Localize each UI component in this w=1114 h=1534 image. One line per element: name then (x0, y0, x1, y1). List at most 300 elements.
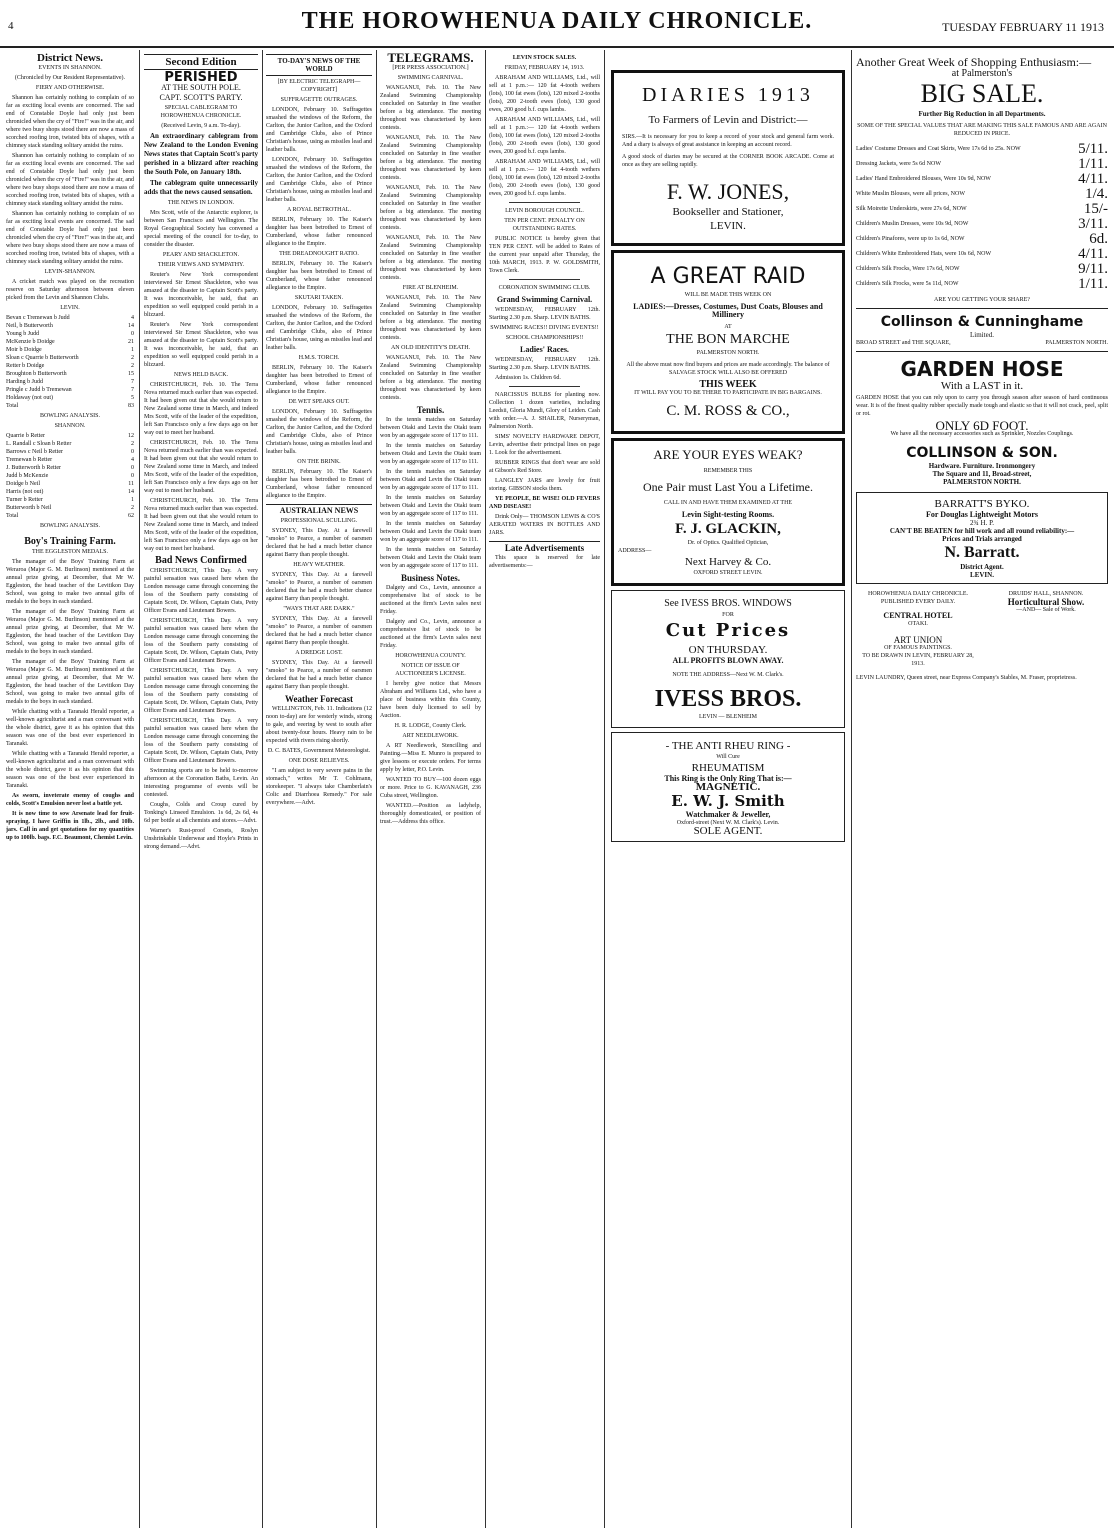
ad-text: LEVIN — BLENHEIM (699, 714, 757, 720)
score-row (6, 346, 134, 354)
runs-scored: 14 (128, 489, 134, 495)
advertisement: WANTED TO BUY—100 dozen eggs or more. Price to G. KAVANAGH, 236 Cuba street, Wellington. (380, 777, 481, 799)
subheading: (Chronicled by Our Resident Representative). (14, 75, 126, 81)
sale-item-price: 4/11. (1078, 246, 1108, 262)
column-rule (485, 50, 486, 1528)
sale-item-price: 1/4. (1085, 186, 1108, 202)
optician-advertisement (611, 438, 845, 586)
sale-item-price: 9/11. (1078, 261, 1108, 277)
ad-text: FOR (722, 612, 734, 618)
page-number: 4 (8, 20, 14, 32)
issue-date: TUESDAY FEBRUARY 11 1913 (942, 20, 1104, 34)
sale-item-label: Children's Pinafores, were up to 1s 6d, NOW (856, 236, 965, 242)
ad-headline: Horticultural Show. (1007, 597, 1085, 607)
sale-item (856, 262, 1108, 277)
ad-headline: GARDEN HOSE (900, 357, 1064, 381)
runs-scored: 1 (131, 497, 134, 503)
column-telegrams (380, 50, 481, 1528)
runs-scored: 0 (131, 465, 134, 471)
divider (509, 279, 580, 280)
ad-text: ONLY 6D FOOT. (935, 418, 1029, 433)
ad-text: Prices and Trials arranged (942, 535, 1022, 543)
ad-headline: COLLINSON & SON. (906, 445, 1058, 461)
score-row (6, 456, 134, 464)
sale-item (856, 232, 1108, 247)
article-paragraph: SYDNEY, This Day. At a farewell "smoko" to Pearce, a number of oarsmen declared that he had a much better chance against Barry than people thought. (266, 572, 372, 602)
notice-heading: Ladies' Races. (520, 345, 569, 354)
article-paragraph: I hereby give notice that Messrs Abraham and Williams Ltd., who have a place of business within this County, have been duly licensed to sell by Auction. (380, 681, 481, 719)
advertisement: Warner's Rust-proof Corsets, Roslyn Unshrinkable Underwear and Hoyle's Prints in strong demand.—Advt. (144, 828, 258, 850)
subheading: ART NEEDLEWORK. (402, 733, 459, 739)
newspaper-title: THE HOROWHENUA DAILY CHRONICLE. (301, 8, 813, 34)
ad-headline: F. W. JONES, (666, 179, 790, 204)
ad-text: IT WILL PAY YOU TO BE THERE TO PARTICIPATE IN BIG BARGAINS. (634, 390, 822, 396)
ad-text: PUBLISHED EVERY DAILY. (880, 599, 956, 605)
subheading: AT THE SOUTH POLE. (161, 83, 241, 92)
ad-text: Dr. of Optics. Qualified Optician, (687, 540, 769, 546)
batsman-name: Butterworth b Neil (6, 505, 52, 511)
ad-text: ARE YOU GETTING YOUR SHARE? (934, 297, 1030, 303)
ad-text: PALMERSTON NORTH. (696, 350, 760, 356)
article-paragraph: In the tennis matches on Saturday between Otaki and Levin the Otaki team won by an aggregate score of 117 to 111. (380, 469, 481, 491)
batsman-name: Total (6, 403, 19, 409)
runs-scored: 2 (131, 441, 134, 447)
batsman-name: Holdaway (not out) (6, 395, 53, 401)
subheading: ON THE BRINK. (297, 459, 341, 465)
article-paragraph: LONDON, February 10. Suffragettes smashed the windows of the Reform, the Carlton, the Junior Carlton, and the Oxford and Cambridge Clubs, also of Prince Christian's house, using as missiles lead and leather balls. (266, 305, 372, 351)
article-paragraph: In the tennis matches on Saturday between Otaki and Levin the Otaki team won by an aggregate score of 117 to 111. (380, 495, 481, 517)
ad-text: For Douglas Lightweight Motors (925, 510, 1039, 519)
ad-text: PALMERSTON NORTH. (943, 478, 1021, 486)
batsman-name: Total (6, 513, 19, 519)
ad-text: Limited. (970, 331, 994, 339)
batsman-name: Harris (not out) (6, 489, 44, 495)
article-paragraph: CHRISTCHURCH, This Day. A very painful sensation was caused here when the London message came through concerning the loss of the Southern party consisting of Captain Scott, Dr. Wilson, Captain Oats, Petty Officer Evans and Lieutenant Bowers. (144, 668, 258, 714)
ad-headline: A GREAT RAID (650, 264, 806, 289)
ad-text: Watchmaker & Jeweller, (685, 810, 771, 819)
score-row (6, 354, 134, 362)
bon-marche-advertisement (611, 250, 845, 434)
advertisement: LANGLEY JARS are lovely for fruit storing. GIBSON stocks them. (489, 478, 600, 492)
ad-headline: BARRATT'S BYKO. (934, 498, 1030, 510)
article-paragraph: WANGANUI, Feb. 10. The New Zealand Swimming Championship concluded on Saturday in fine weather before a big attendance. The meeting throughout was characterised by keen contests. (380, 355, 481, 401)
subheading: BOWLING ANALYSIS. (39, 523, 101, 529)
batsman-name: Quarrie b Retter (6, 433, 45, 439)
ad-text: This Ring is the Only Ring That is:— (664, 774, 792, 783)
sale-item-label: Silk Moirette Underskirts, were 27s 6d, NOW (856, 206, 967, 212)
article-paragraph: SYDNEY, This Day. At a farewell "smoko" to Pearce, a number of oarsmen declared that he had a much better chance against Barry than people thought. (266, 660, 372, 690)
subheading: THE EGGLESTON MEDALS. (31, 549, 109, 555)
advertisement: RUBBER RINGS that don't wear are sold at Gibson's Red Store. (489, 460, 600, 474)
score-row (6, 440, 134, 448)
article-paragraph: BERLIN, February 10. The Kaiser's daughter has been betrothed to Ernest of Cumberland, whose father renounced allegiance to the Empire. (266, 261, 372, 291)
batsman-name: Tremewan b Retter (6, 457, 53, 463)
column-rule (851, 50, 852, 1528)
ad-text: District Agent. (960, 563, 1004, 571)
article-paragraph: CHRISTCHURCH, Feb. 10. The Terra Nova returned much earlier than was expected. It had been given out that she would return to New Zealand some time in March, and indeed Mrs Scott, wife of the leader of the expedition, left San Francisco only a few days ago on her way out to meet her husband. (144, 498, 258, 552)
article-paragraph: Shannon has certainly nothing to complain of so far as exciting local events are concerned. The sad end of Constable Doyle had only just been chronicled when the cry of "Fire!" was in the air, and where two busy shops stood there are now a mass of scorched roofing iron, twisted bits of shapes, with a chimney stack standing solitary amidst the ruins. (6, 211, 134, 265)
runs-scored: 0 (131, 449, 134, 455)
sale-item-price: 3/11. (1078, 216, 1108, 232)
ad-text: ON THURSDAY. (688, 644, 768, 656)
subheading: [PER PRESS ASSOCIATION.] (392, 65, 469, 71)
ad-headline: ARE YOUR EYES WEAK? (653, 447, 803, 462)
notice: ABRAHAM AND WILLIAMS, Ltd., will sell at 1 p.m.:— 120 fat 4-tooth wethers (lots), 100 fat ewes (lots), 120 mixed 2-tooths (lots), 200 2-tooth ewes (lots), 130 good ewes, 200 good b.f. cups lambs. (489, 159, 600, 197)
ad-headline: Cut Prices (665, 620, 791, 641)
ad-text: SIRS.—It is necessary for you to keep a record of your stock and general farm work. And a diary is always of great assistance in keeping an account record. (622, 134, 834, 148)
sale-item (856, 217, 1108, 232)
notice: PUBLIC NOTICE is hereby given that TEN PER CENT. will be added to Rates of the current year unpaid after Thursday, the 10th MARCH, 1913. P. W. GOLDSMITH, Town Clerk. (489, 236, 600, 274)
article-paragraph: The cablegram quite unnecessarily adds that the news caused sensation. (144, 179, 258, 196)
runs-scored: 1 (131, 347, 134, 353)
ad-headline: ART UNION (893, 635, 943, 645)
article-paragraph: BERLIN, February 10. The Kaiser's daughter has been betrothed to Ernest of Cumberland, whose father renounced allegiance to the Empire. (266, 217, 372, 247)
cricket-score-table (6, 314, 134, 410)
article-paragraph: SYDNEY, This Day. At a farewell "smoko" to Pearce, a number of oarsmen declared that he had a much better chance against Barry than people thought. (266, 616, 372, 646)
byline: D. C. BATES, Government Meteorologist. (267, 748, 371, 754)
ad-text: Hardware. Furniture. Ironmongery (928, 462, 1036, 470)
column-rule (604, 50, 605, 1528)
column-rule (262, 50, 263, 1528)
ad-text: REMEMBER THIS (703, 468, 753, 474)
article-paragraph: A cricket match was played on the recreation reserve on Saturday afternoon between eleven picked from the Levin and Shannon Clubs. (6, 279, 134, 301)
ad-text: MAGNETIC. (695, 781, 761, 793)
score-row (6, 322, 134, 330)
subheading: (Received Levin, 9 a.m. To-day). (161, 123, 241, 129)
sale-item-label: White Muslin Blouses, were all prices, NOW (856, 191, 965, 197)
runs-scored: 83 (128, 403, 134, 409)
batsman-name: Young b Judd (6, 331, 40, 337)
sale-item-price: 15/- (1083, 201, 1108, 217)
subheading: SUFFRAGETTE OUTRAGES. (280, 97, 358, 103)
ad-text: OF FAMOUS PAINTINGS. (884, 645, 952, 651)
subheading: SHANNON. (54, 423, 86, 429)
ad-text: CALL IN AND HAVE THEM EXAMINED AT THE (663, 500, 793, 506)
ad-text: Levin Sight-testing Rooms. (681, 510, 775, 519)
runs-scored: 7 (131, 387, 134, 393)
sale-item (856, 172, 1108, 187)
score-row (6, 512, 134, 520)
notice: WEDNESDAY, FEBRUARY 12th. Starting 2.30 p.m. Sharp. LEVIN BATHS. (489, 357, 600, 371)
ad-headline: One Pair must Last You a Lifetime. (643, 480, 813, 494)
ad-headline: Collinson & Cunninghame (880, 314, 1084, 330)
sale-item (856, 142, 1108, 157)
diaries-advertisement (611, 70, 845, 246)
article-paragraph: WANGANUI, Feb. 10. The New Zealand Swimming Championship concluded on Saturday in fine weather before a big attendance. The meeting throughout was characterised by keen contests. (380, 235, 481, 281)
subheading: NEWS HELD BACK. (173, 372, 229, 378)
article-paragraph: LONDON, February 10. Suffragettes smashed the windows of the Reform, the Carlton, the Junior Carlton, and the Oxford and Cambridge Clubs, also of Prince Christian's house, using as missiles lead and leather balls. (266, 107, 372, 153)
score-row (6, 378, 134, 386)
divider (509, 386, 580, 387)
runs-scored: 14 (128, 323, 134, 329)
ad-headline: C. M. ROSS & CO., (666, 403, 790, 419)
advertisement: It is now time to sow Arsenate lead for fruit-spraying. I have Griffin in 1lb., 2lb., and 10lb. jars. Call in and get quotations for my quantities up to 100lb. bags. F.C. Beaumont, Chemist Levin. (6, 811, 134, 841)
subheading: THE DREADNOUGHT RATIO. (279, 251, 359, 257)
subheading: "WAYS THAT ARE DARK." (283, 606, 355, 612)
section-heading: District News. (37, 52, 103, 64)
article-paragraph: In the tennis matches on Saturday between Otaki and Levin the Otaki team won by an aggregate score of 117 to 111. (380, 521, 481, 543)
byline: H. R. LODGE, County Clerk. (394, 723, 467, 729)
subheading: SCHOOL CHAMPIONSHIPS!! (505, 335, 584, 341)
ad-text: GARDEN HOSE that you can rely upon to carry you through season after season of hard continuous wear. It is of the finest quality rubber specially made tough and elastic so that it will not crack, peel, split or rot. (856, 395, 1108, 417)
ad-text: SOLE AGENT. (693, 825, 763, 837)
sale-item (856, 277, 1108, 292)
section-heading: Tennis. (416, 405, 445, 415)
ad-text: OTAKI. (908, 621, 928, 627)
column-rule (376, 50, 377, 1528)
subheading: SKUTARI TAKEN. (294, 295, 344, 301)
subheading: SWIMMING RACES!! DIVING EVENTS!! (490, 325, 599, 331)
notice: ABRAHAM AND WILLIAMS, Ltd., will sell at 1 p.m.:— 120 fat 4-tooth wethers (lots), 100 fat ewes (lots), 120 mixed 2-tooths (lots), 200 2-tooth ewes (lots), 130 good ewes, 200 good b.f. cups lambs. (489, 117, 600, 155)
ad-text: AT (724, 324, 732, 330)
subheading: H.M.S. TORCH. (298, 355, 340, 361)
ad-text: Oxford-street (Next W. M. Clark's). Levin. (676, 820, 780, 826)
score-row (6, 488, 134, 496)
sale-item (856, 247, 1108, 262)
score-row (6, 504, 134, 512)
ad-headline: CENTRAL HOTEL (883, 611, 953, 620)
subheading: LEVIN-SHANNON. (44, 269, 96, 275)
subheading: HOROWHENUA COUNTY. (395, 653, 466, 659)
batsman-name: J. Butterworth b Retter (6, 465, 61, 471)
batsman-name: Harding b Judd (6, 379, 43, 385)
runs-scored: 11 (128, 481, 134, 487)
runs-scored: 0 (131, 331, 134, 337)
ad-headline: F. J. GLACKIN, (675, 521, 781, 537)
sale-item-price: 4/11. (1078, 171, 1108, 187)
ad-text: OXFORD STREET LEVIN. (693, 570, 763, 576)
subheading: BOWLING ANALYSIS. (39, 413, 101, 419)
section-heading: Boy's Training Farm. (24, 536, 116, 547)
ad-text: A good stock of diaries may be secured at the CORNER BOOK ARCADE. Come at once as they are selling rapidly. (622, 154, 834, 168)
article-paragraph: In the tennis matches on Saturday between Otaki and Levin the Otaki team won by an aggregate score of 117 to 111. (380, 417, 481, 439)
subheading: AN OLD IDENTITY'S DEATH. (390, 345, 471, 351)
advertisement: YE PEOPLE, BE WISE! OLD FEVERS AND DISEASE! (489, 496, 600, 510)
divider (509, 202, 580, 203)
article-paragraph: Swimming sports are to be held to-morrow afternoon at the Coronation Baths, Levin. An interesting programme of events will be contested. (144, 768, 258, 798)
runs-scored: 7 (131, 379, 134, 385)
batsman-name: Broughton b Butterworth (6, 371, 67, 377)
ad-headline: IVESS BROS. (654, 686, 802, 712)
score-row (6, 314, 134, 322)
column-display-ads (609, 50, 847, 1528)
batsman-name: Barrows c Neil b Retter (6, 449, 63, 455)
article-paragraph: In the tennis matches on Saturday between Otaki and Levin the Otaki team won by an aggregate score of 117 to 111. (380, 547, 481, 569)
column-second-edition (144, 50, 258, 1528)
ad-headline: Another Great Week of Shopping Enthusiasm:— (856, 55, 1092, 69)
article-paragraph: In the tennis matches on Saturday between Otaki and Levin the Otaki team won by an aggregate score of 117 to 111. (380, 443, 481, 465)
runs-scored: 2 (131, 355, 134, 361)
advertisement: Coughs, Colds and Croup cured by Tonking's Linseed Emulsion. 1s 6d, 2s 6d, 4s 6d per bottle at all chemists and stores.—Advt. (144, 802, 258, 824)
article-paragraph: While chatting with a Taranaki Herald reporter, a well-known agriculturist and a man conversant with the whole district, gave it as his opinion that this season was one of the best ever experienced in Taranaki. (6, 709, 134, 747)
sale-item (856, 187, 1108, 202)
subheading: CORONATION SWIMMING CLUB. (498, 285, 591, 291)
rheu-ring-advertisement (611, 732, 845, 842)
advertisement: A RT Needlework, Stencilling and Painting.—Miss E. Munro is prepared to give lessons or execute orders. For terms apply by letter, P.O. Levin. (380, 743, 481, 773)
subheading: FIERY AND OTHERWISE. (35, 85, 105, 91)
ad-text: HOROWHENUA DAILY CHRONICLE. (867, 591, 968, 597)
ad-text: The Square and 11, Broad-street, (932, 470, 1032, 478)
ad-text: ALL PROFITS BLOWN AWAY. (672, 656, 784, 665)
column-notices (489, 50, 600, 1528)
article-paragraph: The manager of the Boys' Training Farm at Weraroa (Major G. M. Burlinson) mentioned at the annual prize giving, at December, that Mr W. Eggleston, the head teacher of the Levitikon Day School, was going to make two annual gifts of medals to the boys in each standard. (6, 659, 134, 705)
runs-scored: 12 (128, 433, 134, 439)
headline: PERISHED (164, 70, 238, 85)
sale-item-price: 1/11. (1078, 276, 1108, 292)
sale-item (856, 202, 1108, 217)
ad-text: WILL BE MADE THIS WEEK ON (684, 292, 772, 298)
subheading: LEVIN. (60, 305, 80, 311)
ad-text: All the above must now find buyers and prices are made accordingly. The balance of SALVAGE STOCK WILL ALSO BE OFFERED (626, 362, 830, 376)
article-paragraph: Reuter's New York correspondent interviewed Sir Ernest Shackleton, who was amazed at the disaster to Captain Scott's party. It was inconceivable, he said, that an expedition so well equipped could perish in a blizzard. (144, 272, 258, 318)
ad-text: CAN'T BE BEATEN for hill work and all round reliability:— (889, 527, 1075, 535)
advertisement: "I am subject to very severe pains in the stomach," writes Mr T. Cohlmann, storekeeper. "I always take Chamberlain's Colic and Diarrhoea Remedy." For sale everywhere.—Advt. (266, 768, 372, 806)
article-paragraph: Mrs Scott, wife of the Antarctic explorer, is between San Francisco and Wellington. The Royal Geographical Society has convened a special meeting of the council for to-day, to consider the disaster. (144, 210, 258, 248)
ad-text: NOTE THE ADDRESS—Next W. M. Clark's. (672, 672, 784, 678)
runs-scored: 2 (131, 505, 134, 511)
ad-headline: E. W. J. Smith (671, 792, 785, 810)
subheading: EVENTS IN SHANNON. (38, 65, 102, 71)
subheading: FRIDAY, FEBRUARY 14, 1913. (504, 65, 585, 71)
subheading: [BY ELECTRIC TELEGRAPH—COPYRIGHT] (277, 79, 361, 93)
sale-item-label: Children's Silk Frocks, were 5s 11d, NOW (856, 281, 959, 287)
score-row (6, 464, 134, 472)
subheading: PROFESSIONAL SCULLING. (280, 518, 358, 524)
ad-text: ADDRESS— (618, 548, 652, 554)
subheading: CAPT. SCOTT'S PARTY. (159, 93, 243, 102)
article-paragraph: Shannon has certainly nothing to complain of so far as exciting local events are concerned. The sad end of Constable Doyle had only just been chronicled when the cry of "Fire!" was in the air, and where two busy shops stood there are now a mass of scorched roofing iron, twisted bits of shapes, with a chimney stack standing solitary amidst the ruins. (6, 95, 134, 149)
subheading: TEN PER CENT. PENALTY ON OUTSTANDING RATES. (504, 218, 585, 232)
batsman-name: Doidge b Neil (6, 481, 40, 487)
subheading: ONE DOSE RELIEVES. (288, 758, 350, 764)
ad-text: DRUIDS' HALL, SHANNON. (1008, 591, 1084, 597)
sale-item-label: Children's Muslin Dresses, were 10s 9d, NOW (856, 221, 969, 227)
cricket-score-table (6, 432, 134, 520)
ad-text: LADIES:—Dresses, Costumes, Dust Coats, Blouses and Millinery (633, 302, 823, 319)
score-row (6, 448, 134, 456)
article-paragraph: WANGANUI, Feb. 10. The New Zealand Swimming Championship concluded on Saturday in fine weather before a big attendance. The meeting throughout was characterised by keen contests. (380, 135, 481, 181)
score-row (6, 402, 134, 410)
ad-text: LEVIN. (970, 571, 994, 579)
article-paragraph: Shannon has certainly nothing to complain of so far as exciting local events are concerned. The sad end of Constable Doyle had only just been chronicled when the cry of "Fire!" was in the air, and where two busy shops stood there are now a mass of scorched roofing iron, twisted bits of shapes, with a chimney stack standing solitary amidst the ruins. (6, 153, 134, 207)
notice: Admission 1s. Children 6d. (495, 375, 561, 381)
sale-item-price: 5/11. (1078, 141, 1108, 157)
subheading: A ROYAL BETROTHAL. (287, 207, 351, 213)
section-heading: AUSTRALIAN NEWS (266, 504, 372, 515)
column-rule (139, 50, 140, 1528)
advertisement: Drink Only— THOMSON LEWIS & CO'S AERATED WATERS IN BOTTLES AND JARS. (489, 514, 600, 536)
ad-text: THIS WEEK (699, 379, 757, 390)
notice: This space is reserved for late advertisements:— (489, 555, 600, 569)
sale-item-label: Dressing Jackets, were 5s 6d NOW (856, 161, 941, 167)
score-row (6, 472, 134, 480)
article-paragraph: CHRISTCHURCH, This Day. A very painful sensation was caused here when the London message came through concerning the loss of the Southern party consisting of Captain Scott, Dr. Wilson, Captain Oats, Petty Officer Evans and Lieutenant Bowers. (144, 718, 258, 764)
article-paragraph: Dalgety and Co., Levin, announce a comprehensive list of stock to be auctioned at the firm's Levin sales next Friday. (380, 619, 481, 649)
article-paragraph: BERLIN, February 10. The Kaiser's daughter has been betrothed to Ernest of Cumberland, whose father renounced allegiance to the Empire. (266, 365, 372, 395)
article-paragraph: Reuter's New York correspondent interviewed Sir Ernest Shackleton, who was amazed at the disaster to Captain Scott's party. It was inconceivable, he said, that an expedition so well equipped could perish in a blizzard. (144, 322, 258, 368)
notice: ABRAHAM AND WILLIAMS, Ltd., will sell at 1 p.m.:— 120 fat 4-tooth wethers (lots), 100 fat ewes (lots), 120 mixed 2-tooths (lots), 200 2-tooth ewes (lots), 130 good ewes, 200 good b.f. cups lambs. (489, 75, 600, 113)
batsman-name: Pringle c Judd b Tremewan (6, 387, 72, 393)
ad-text: Bookseller and Stationer, (672, 206, 784, 218)
column-world-news (266, 50, 372, 1528)
column-district-news (6, 50, 134, 1528)
ad-text: Further Big Reduction in all Departments. (918, 110, 1046, 118)
ivess-advertisement (611, 590, 845, 728)
ad-text: See IVESS BROS. WINDOWS (664, 598, 792, 609)
runs-scored: 62 (128, 513, 134, 519)
section-heading: TELEGRAMS. (387, 50, 474, 65)
subheading: A DREDGE LOST. (295, 650, 343, 656)
sale-item-label: Ladies' Costume Dresses and Coat Skirts, Were 17s 6d to 25s. NOW (856, 146, 1021, 152)
ad-text: 2¾ H. P. (970, 519, 994, 527)
subheading: THE NEWS IN LONDON. (167, 200, 235, 206)
ad-headline: DIARIES 1913 (642, 84, 814, 106)
ad-text: at Palmerston's (951, 68, 1013, 79)
score-row (6, 330, 134, 338)
article-paragraph: An extraordinary cablegram from New Zealand to the London Evening News states that Captain Scott's party perished in a blizzard after reaching the South Pole, on January 18th. (144, 132, 258, 176)
sale-item (856, 157, 1108, 172)
section-heading: Bad News Confirmed (155, 555, 247, 566)
batsman-name: Bevan c Tremewan b Judd (6, 315, 70, 321)
score-row (6, 480, 134, 488)
column-palmerston-ads (856, 50, 1108, 1528)
article-paragraph: WANGANUI, Feb. 10. The New Zealand Swimming Championship concluded on Saturday in fine weather before a big attendance. The meeting throughout was characterised by keen contests. (380, 295, 481, 341)
ad-text: Will Cure (716, 754, 740, 760)
sale-item-label: Children's Silk Frocks, Were 17s 6d, NOW (856, 266, 960, 272)
subheading: SPECIAL CABLEGRAM TO HOROWHENUA CHRONICLE. (160, 105, 242, 119)
batsman-name: Sloan c Quarrie b Butterworth (6, 355, 79, 361)
notice-heading: Grand Swimming Carnival. (496, 295, 593, 304)
article-paragraph: SYDNEY, This Day. At a farewell "smoko" to Pearce, a number of oarsmen declared that he had a much better chance against Barry than people thought. (266, 528, 372, 558)
score-row (6, 386, 134, 394)
barratt-advertisement (856, 492, 1108, 584)
batsman-name: Turner b Retter (6, 497, 43, 503)
batsman-name: Judd b McKenzie (6, 473, 49, 479)
subheading: SWIMMING CARNIVAL. (397, 75, 464, 81)
ad-text: —AND— Sale of Work. (1016, 607, 1076, 613)
sale-item-label: Children's White Embroidered Hats, were 10s 6d, NOW (856, 251, 992, 257)
article-paragraph: WELLINGTON, Feb. 11. Indications (12 noon to-day) are for westerly winds, strong to gale, and veering by west to south after about twenty-four hours. Heavy rain to be expected with rivers rising shortly. (266, 706, 372, 744)
ad-headline: THE BON MARCHE (666, 332, 790, 347)
runs-scored: 2 (131, 363, 134, 369)
article-paragraph: BERLIN, February 10. The Kaiser's daughter has been betrothed to Ernest of Cumberland, whose father renounced allegiance to the Empire. (266, 469, 372, 499)
batsman-name: Retter b Doidge (6, 363, 45, 369)
sale-item-price: 6d. (1089, 231, 1108, 247)
article-paragraph: CHRISTCHURCH, This Day. A very painful sensation was caused here when the London message came through concerning the loss of the Southern party consisting of Captain Scott, Dr. Wilson, Captain Oats, Petty Officer Evans and Lieutenant Bowers. (144, 618, 258, 664)
sale-price-list (856, 142, 1108, 292)
score-row (6, 370, 134, 378)
score-row (6, 338, 134, 346)
subheading: THEIR VIEWS AND SYMPATHY. (157, 262, 245, 268)
article-paragraph: While chatting with a Taranaki Herald reporter, a well-known agriculturist and a man conversant with the whole district, gave it as his opinion that this season was one of the best ever experienced in Taranaki. (6, 751, 134, 789)
ad-text: TO BE DRAWN IN LEVIN, FEBRUARY 28, 1913. (862, 653, 974, 667)
score-row (6, 496, 134, 504)
ad-text: PALMERSTON NORTH. (1045, 340, 1108, 346)
subheading: NOTICE OF ISSUE OF AUCTIONEER'S LICENSE. (395, 663, 466, 677)
batsman-name: L. Randall c Sloan b Retter (6, 441, 72, 447)
advertisement: As sworn, inveterate enemy of coughs and colds, Scott's Emulsion never lost a battle yet. (6, 793, 134, 807)
subheading: DE WET SPEAKS OUT. (288, 399, 350, 405)
ad-text: SOME OF THE SPECIAL VALUES THAT ARE MAKING THIS SALE FAMOUS AND ARE AGAIN REDUCED IN PRICE. (857, 123, 1107, 137)
advertisement: WANTED.—Position as ladyhelp, thoroughly domesticated, or position of trust.—Address this office. (380, 803, 481, 825)
section-heading: LEVIN STOCK SALES. (512, 55, 577, 61)
advertisement: NARCISSUS BULBS for planting now. Collection 1 dozen varieties, including Leedsii, Gloria Mundi, Glory of Leiden. Cash with order.—A. J. SHAILER, Nurseryman, Palmerston North. (489, 392, 600, 430)
runs-scored: 0 (131, 473, 134, 479)
sale-item-price: 1/11. (1078, 156, 1108, 172)
runs-scored: 15 (128, 371, 134, 377)
ad-text: Next Harvey & Co. (684, 556, 772, 568)
ad-text: BROAD STREET and THE SQUARE, (856, 340, 951, 346)
